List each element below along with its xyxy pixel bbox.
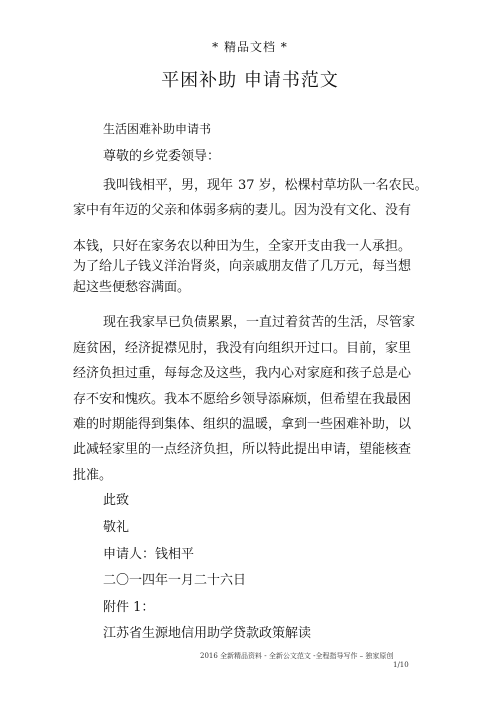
para1-line3: 本钱，只好在家务农以种田为生，全家开支由我一人承担。 [73, 239, 412, 254]
document-title: 平困补助 申请书范文 [161, 70, 339, 91]
closing-jingli: 敬礼 [103, 520, 130, 535]
date: 二〇一四年一月二十六日 [103, 573, 247, 588]
para2-line1: 现在我家早已负债累累，一直过着贫苦的生活，尽管家 [103, 315, 416, 330]
para1-line4: 为了给儿子钱义洋治肾炎，向亲戚朋友借了几万元，每当想 [73, 259, 412, 274]
para2-line7: 批准。 [73, 468, 113, 483]
para1-line2: 家中有年迈的父亲和体弱多病的妻儿。因为没有文化、没有 [73, 203, 412, 218]
letter-heading: 生活困难补助申请书 [103, 122, 212, 136]
para2-line3: 经济负担过重，每每念及这些，我内心对家庭和孩子总是心 [73, 366, 412, 381]
attachment-title: 江苏省生源地信用助学贷款政策解读 [103, 626, 312, 641]
footer-text: 2016 全新精品资料 - 全新公文范文 -全程指导写作 – 独家原创 [200, 652, 394, 660]
para1-line5: 起这些便愁容满面。 [73, 280, 191, 295]
applicant: 申请人：钱相平 [103, 547, 195, 562]
attachment-label: 附件 1： [103, 600, 155, 615]
para2-line4: 存不安和愧疚。我本不愿给乡领导添麻烦，但希望在我最困 [73, 392, 412, 407]
para2-line6: 此减轻家里的一点经济负担，所以特此提出申请，望能核查 [73, 442, 412, 457]
closing-cizhi: 此致 [103, 493, 130, 508]
salutation: 尊敬的乡党委领导： [103, 149, 221, 164]
header-mark: * 精品文档 * [212, 40, 288, 54]
page-number: 1/10 [393, 661, 409, 669]
para2-line2: 庭贫困，经济捉襟见肘，我没有向组织开过口。目前，家里 [73, 341, 412, 356]
para2-line5: 难的时期能得到集体、组织的温暖，拿到一些困难补助，以 [73, 417, 412, 432]
para1-line1a: 我叫钱相平，男，现年 [103, 178, 234, 193]
para1-line1b: 37 岁，松棵村草坊队一名农民。 [238, 178, 428, 193]
